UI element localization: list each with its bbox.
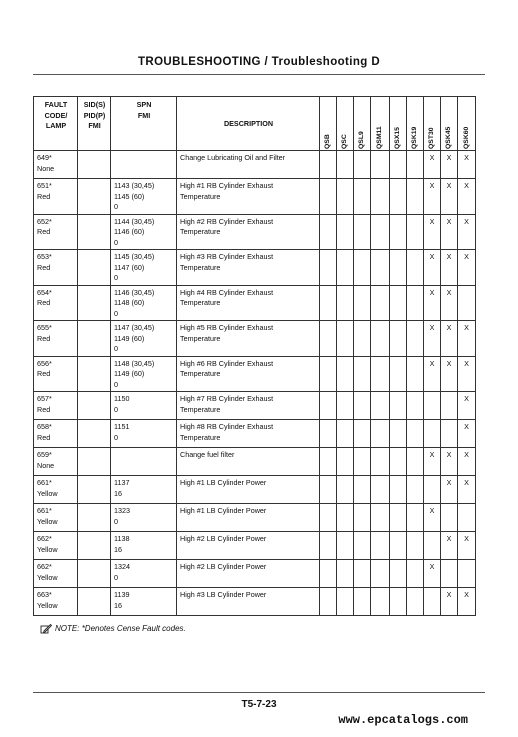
engine-mark-qsk19 <box>407 532 424 560</box>
engine-mark-qsb <box>320 476 337 504</box>
engine-mark-qsm11 <box>371 151 390 179</box>
engine-mark-qst30: X <box>424 179 441 215</box>
page-title: TROUBLESHOOTING / Troubleshooting D <box>137 56 381 68</box>
description-cell: High #2 LB Cylinder Power <box>177 560 320 588</box>
fault-code-cell: 662* Yellow <box>34 560 78 588</box>
engine-header-qsk45: QSK45 <box>441 97 458 151</box>
engine-mark-qsk60: X <box>458 250 476 286</box>
table-row <box>34 560 476 588</box>
engine-mark-qsx15 <box>390 588 407 616</box>
engine-mark-qsk45: X <box>441 476 458 504</box>
engine-mark-qsb <box>320 179 337 215</box>
engine-mark-qsb <box>320 448 337 476</box>
engine-mark-qst30 <box>424 532 441 560</box>
engine-mark-qsm11 <box>371 504 390 532</box>
fault-code-cell: 649* None <box>34 151 78 179</box>
engine-mark-qsm11 <box>371 179 390 215</box>
table-row <box>34 356 476 392</box>
description-cell: Change fuel filter <box>177 448 320 476</box>
spn-fmi-cell <box>111 448 177 476</box>
engine-mark-qsk60 <box>458 560 476 588</box>
engine-mark-qsl9 <box>354 179 371 215</box>
engine-mark-qsx15 <box>390 532 407 560</box>
spn-fmi-cell: 1143 (30,45) 1145 (60) 0 <box>111 179 177 215</box>
spn-fmi-cell: 1148 (30,45) 1149 (60) 0 <box>111 356 177 392</box>
spn-fmi-cell: 1147 (30,45) 1149 (60) 0 <box>111 321 177 357</box>
engine-mark-qsk60: X <box>458 151 476 179</box>
description-cell: High #2 LB Cylinder Power <box>177 532 320 560</box>
table-row <box>34 588 476 616</box>
table-row <box>34 532 476 560</box>
engine-mark-qsk45: X <box>441 250 458 286</box>
header-divider <box>33 74 485 75</box>
engine-mark-qsc <box>337 214 354 250</box>
spn-fmi-cell: 1145 (30,45) 1147 (60) 0 <box>111 250 177 286</box>
engine-header-qsk60: QSK60 <box>458 97 476 151</box>
description-cell: High #3 RB Cylinder Exhaust Temperature <box>177 250 320 286</box>
engine-mark-qsx15 <box>390 420 407 448</box>
engine-mark-qsx15 <box>390 214 407 250</box>
description-cell: High #4 RB Cylinder Exhaust Temperature <box>177 285 320 321</box>
engine-mark-qsc <box>337 285 354 321</box>
engine-mark-qsk19 <box>407 588 424 616</box>
spn-fmi-cell: 1138 16 <box>111 532 177 560</box>
engine-mark-qsm11 <box>371 356 390 392</box>
fault-code-cell: 653* Red <box>34 250 78 286</box>
engine-mark-qsx15 <box>390 476 407 504</box>
engine-mark-qsk19 <box>407 560 424 588</box>
fault-code-cell: 657* Red <box>34 392 78 420</box>
engine-mark-qsk19 <box>407 504 424 532</box>
sid-pid-fmi-cell <box>78 151 111 179</box>
engine-mark-qsk19 <box>407 179 424 215</box>
engine-mark-qsb <box>320 356 337 392</box>
engine-header-qsl9: QSL9 <box>354 97 371 151</box>
spn-fmi-cell: 1323 0 <box>111 504 177 532</box>
engine-header-qsk19: QSK19 <box>407 97 424 151</box>
site-url: www.epcatalogs.com <box>338 713 468 727</box>
engine-mark-qsm11 <box>371 476 390 504</box>
engine-mark-qsl9 <box>354 321 371 357</box>
engine-mark-qsl9 <box>354 285 371 321</box>
engine-mark-qsc <box>337 476 354 504</box>
fault-code-cell: 662* Yellow <box>34 532 78 560</box>
engine-mark-qsl9 <box>354 588 371 616</box>
engine-mark-qsc <box>337 588 354 616</box>
engine-mark-qst30 <box>424 476 441 504</box>
engine-mark-qsk60: X <box>458 448 476 476</box>
engine-mark-qsk19 <box>407 285 424 321</box>
sid-pid-fmi-cell <box>78 476 111 504</box>
engine-mark-qsl9 <box>354 250 371 286</box>
spn-fmi-cell: 1150 0 <box>111 392 177 420</box>
fault-code-cell: 658* Red <box>34 420 78 448</box>
engine-mark-qsc <box>337 448 354 476</box>
engine-mark-qst30 <box>424 588 441 616</box>
note <box>40 623 186 634</box>
fault-code-cell: 651* Red <box>34 179 78 215</box>
table-row <box>34 476 476 504</box>
engine-mark-qsl9 <box>354 532 371 560</box>
engine-mark-qsb <box>320 151 337 179</box>
engine-header-qsc: QSC <box>337 97 354 151</box>
engine-mark-qsk60: X <box>458 356 476 392</box>
sid-pid-fmi-cell <box>78 356 111 392</box>
engine-mark-qsm11 <box>371 532 390 560</box>
engine-mark-qsk19 <box>407 392 424 420</box>
note-label: NOTE: <box>55 624 80 633</box>
sid-pid-fmi-cell <box>78 420 111 448</box>
description-cell: High #5 RB Cylinder Exhaust Temperature <box>177 321 320 357</box>
description-cell: High #1 LB Cylinder Power <box>177 504 320 532</box>
table-row <box>34 250 476 286</box>
sid-pid-fmi-cell <box>78 321 111 357</box>
engine-mark-qsx15 <box>390 250 407 286</box>
engine-mark-qsk19 <box>407 356 424 392</box>
engine-mark-qst30: X <box>424 214 441 250</box>
engine-mark-qsb <box>320 285 337 321</box>
page-number: T5-7-23 <box>241 699 277 710</box>
engine-mark-qsl9 <box>354 356 371 392</box>
engine-mark-qsk45: X <box>441 179 458 215</box>
fault-code-header: FAULT CODE/ LAMP <box>34 97 78 151</box>
sid-pid-fmi-cell <box>78 285 111 321</box>
engine-mark-qsm11 <box>371 214 390 250</box>
description-cell: Change Lubricating Oil and Filter <box>177 151 320 179</box>
spn-fmi-cell: 1324 0 <box>111 560 177 588</box>
description-cell: High #8 RB Cylinder Exhaust Temperature <box>177 420 320 448</box>
engine-mark-qsc <box>337 250 354 286</box>
table-row <box>34 504 476 532</box>
spn-fmi-cell: 1137 16 <box>111 476 177 504</box>
engine-mark-qsl9 <box>354 420 371 448</box>
table-row <box>34 321 476 357</box>
engine-mark-qsk60 <box>458 285 476 321</box>
engine-mark-qsk45 <box>441 504 458 532</box>
table-row <box>34 420 476 448</box>
sid-pid-fmi-header: SID(S) PID(P) FMI <box>78 97 111 151</box>
engine-mark-qsk45: X <box>441 214 458 250</box>
engine-mark-qsc <box>337 504 354 532</box>
engine-mark-qsb <box>320 214 337 250</box>
fault-code-cell: 654* Red <box>34 285 78 321</box>
engine-mark-qsb <box>320 504 337 532</box>
fault-code-cell: 656* Red <box>34 356 78 392</box>
table-row <box>34 151 476 179</box>
engine-mark-qst30: X <box>424 151 441 179</box>
engine-mark-qsx15 <box>390 179 407 215</box>
engine-mark-qsb <box>320 532 337 560</box>
fault-code-cell: 659* None <box>34 448 78 476</box>
engine-mark-qsc <box>337 420 354 448</box>
engine-mark-qsc <box>337 532 354 560</box>
engine-mark-qsc <box>337 179 354 215</box>
engine-mark-qsk60: X <box>458 420 476 448</box>
engine-mark-qsk45: X <box>441 151 458 179</box>
spn-fmi-header: SPN FMI <box>111 97 177 151</box>
engine-mark-qsk60 <box>458 504 476 532</box>
sid-pid-fmi-cell <box>78 392 111 420</box>
engine-mark-qsk60: X <box>458 321 476 357</box>
sid-pid-fmi-cell <box>78 532 111 560</box>
spn-fmi-cell: 1146 (30,45) 1148 (60) 0 <box>111 285 177 321</box>
engine-mark-qsm11 <box>371 285 390 321</box>
sid-pid-fmi-cell <box>78 560 111 588</box>
engine-mark-qsk19 <box>407 448 424 476</box>
engine-mark-qst30: X <box>424 560 441 588</box>
pencil-note-icon <box>40 623 52 634</box>
description-cell: High #2 RB Cylinder Exhaust Temperature <box>177 214 320 250</box>
engine-mark-qsb <box>320 321 337 357</box>
engine-mark-qsk60: X <box>458 179 476 215</box>
spn-fmi-cell: 1139 16 <box>111 588 177 616</box>
engine-mark-qsk60: X <box>458 588 476 616</box>
engine-mark-qsk19 <box>407 214 424 250</box>
engine-mark-qsl9 <box>354 560 371 588</box>
engine-mark-qsk45 <box>441 560 458 588</box>
engine-mark-qsk60: X <box>458 476 476 504</box>
engine-mark-qsk45: X <box>441 356 458 392</box>
engine-mark-qst30 <box>424 392 441 420</box>
engine-mark-qst30: X <box>424 250 441 286</box>
spn-fmi-cell <box>111 151 177 179</box>
sid-pid-fmi-cell <box>78 588 111 616</box>
description-header: DESCRIPTION <box>177 97 320 151</box>
fault-code-cell: 663* Yellow <box>34 588 78 616</box>
engine-mark-qsx15 <box>390 151 407 179</box>
sid-pid-fmi-cell <box>78 504 111 532</box>
fault-code-cell: 661* Yellow <box>34 504 78 532</box>
engine-mark-qsl9 <box>354 392 371 420</box>
engine-mark-qsx15 <box>390 560 407 588</box>
table-row <box>34 448 476 476</box>
description-cell: High #3 LB Cylinder Power <box>177 588 320 616</box>
engine-mark-qsx15 <box>390 504 407 532</box>
engine-mark-qst30 <box>424 420 441 448</box>
description-cell: High #1 RB Cylinder Exhaust Temperature <box>177 179 320 215</box>
engine-mark-qst30: X <box>424 356 441 392</box>
engine-mark-qsm11 <box>371 250 390 286</box>
engine-mark-qsx15 <box>390 285 407 321</box>
engine-header-qsm11: QSM11 <box>371 97 390 151</box>
table-row <box>34 179 476 215</box>
engine-mark-qsc <box>337 392 354 420</box>
engine-mark-qsb <box>320 560 337 588</box>
spn-fmi-cell: 1151 0 <box>111 420 177 448</box>
engine-mark-qsk45: X <box>441 588 458 616</box>
engine-mark-qsk45: X <box>441 321 458 357</box>
engine-mark-qsb <box>320 250 337 286</box>
engine-mark-qsm11 <box>371 420 390 448</box>
engine-mark-qsm11 <box>371 560 390 588</box>
engine-mark-qsm11 <box>371 321 390 357</box>
engine-mark-qsb <box>320 420 337 448</box>
engine-mark-qsk60: X <box>458 532 476 560</box>
description-cell: High #1 LB Cylinder Power <box>177 476 320 504</box>
description-cell: High #6 RB Cylinder Exhaust Temperature <box>177 356 320 392</box>
engine-mark-qsb <box>320 392 337 420</box>
sid-pid-fmi-cell <box>78 250 111 286</box>
engine-mark-qsx15 <box>390 356 407 392</box>
engine-header-qst30: QST30 <box>424 97 441 151</box>
engine-mark-qsc <box>337 321 354 357</box>
engine-mark-qsk19 <box>407 151 424 179</box>
engine-mark-qsx15 <box>390 392 407 420</box>
engine-mark-qsl9 <box>354 151 371 179</box>
engine-mark-qsb <box>320 588 337 616</box>
engine-mark-qsk60: X <box>458 214 476 250</box>
engine-mark-qsl9 <box>354 476 371 504</box>
table-header-row <box>34 97 476 151</box>
engine-header-qsb: QSB <box>320 97 337 151</box>
engine-mark-qsm11 <box>371 588 390 616</box>
engine-mark-qsx15 <box>390 321 407 357</box>
engine-mark-qsk60: X <box>458 392 476 420</box>
engine-mark-qsk45 <box>441 392 458 420</box>
engine-mark-qsx15 <box>390 448 407 476</box>
description-cell: High #7 RB Cylinder Exhaust Temperature <box>177 392 320 420</box>
footer-divider <box>33 692 485 693</box>
engine-mark-qsk45 <box>441 420 458 448</box>
engine-mark-qst30: X <box>424 448 441 476</box>
engine-mark-qsl9 <box>354 214 371 250</box>
sid-pid-fmi-cell <box>78 448 111 476</box>
engine-mark-qsk19 <box>407 476 424 504</box>
spn-fmi-cell: 1144 (30,45) 1146 (60) 0 <box>111 214 177 250</box>
sid-pid-fmi-cell <box>78 214 111 250</box>
engine-mark-qsl9 <box>354 504 371 532</box>
engine-mark-qst30: X <box>424 321 441 357</box>
engine-mark-qst30: X <box>424 285 441 321</box>
table-row <box>34 214 476 250</box>
fault-code-cell: 661* Yellow <box>34 476 78 504</box>
engine-mark-qst30: X <box>424 504 441 532</box>
engine-mark-qsm11 <box>371 448 390 476</box>
engine-mark-qsk19 <box>407 321 424 357</box>
engine-header-qsx15: QSX15 <box>390 97 407 151</box>
engine-mark-qsl9 <box>354 448 371 476</box>
fault-code-cell: 655* Red <box>34 321 78 357</box>
engine-mark-qsk45: X <box>441 532 458 560</box>
engine-mark-qsc <box>337 356 354 392</box>
engine-mark-qsk45: X <box>441 448 458 476</box>
engine-mark-qsm11 <box>371 392 390 420</box>
fault-code-table <box>33 96 476 616</box>
engine-mark-qsc <box>337 560 354 588</box>
fault-code-cell: 652* Red <box>34 214 78 250</box>
table-row <box>34 392 476 420</box>
table-row <box>34 285 476 321</box>
note-text: *Denotes Cense Fault codes. <box>81 624 186 633</box>
engine-mark-qsk19 <box>407 420 424 448</box>
engine-mark-qsc <box>337 151 354 179</box>
engine-mark-qsk19 <box>407 250 424 286</box>
sid-pid-fmi-cell <box>78 179 111 215</box>
engine-mark-qsk45: X <box>441 285 458 321</box>
